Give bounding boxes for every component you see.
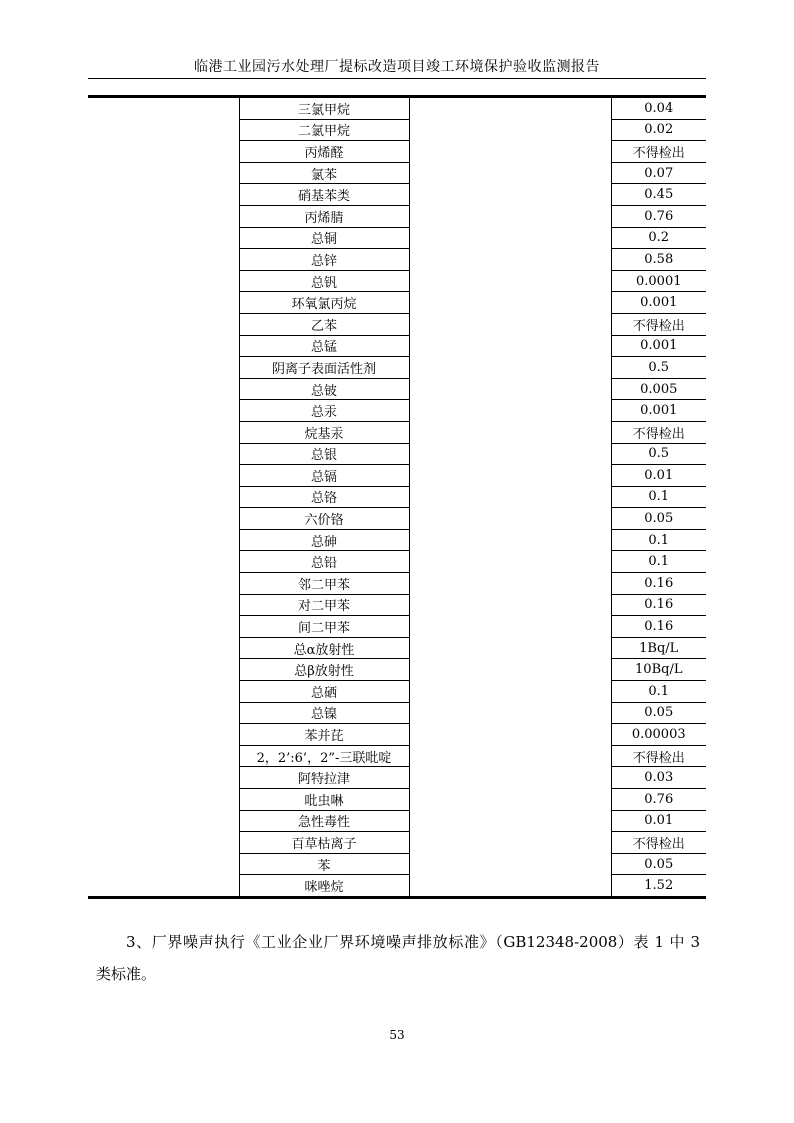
table-row xyxy=(88,119,706,141)
category-cell xyxy=(88,227,239,249)
limit-value-cell: 0.03 xyxy=(611,767,706,789)
page-header: 临港工业园污水处理厂提标改造项目竣工环境保护验收监测报告 xyxy=(194,59,600,75)
pollutant-name-cell: 总铬 xyxy=(239,486,409,508)
category-cell xyxy=(88,313,239,335)
limit-value-cell: 不得检出 xyxy=(611,313,706,335)
pollutant-name-cell: 乙苯 xyxy=(239,313,409,335)
unit-cell xyxy=(409,875,611,898)
pollutant-name-cell: 总汞 xyxy=(239,400,409,422)
pollutant-name-cell: 对二甲苯 xyxy=(239,594,409,616)
category-cell xyxy=(88,443,239,465)
unit-cell xyxy=(409,335,611,357)
unit-cell xyxy=(409,357,611,379)
limit-value-cell: 0.05 xyxy=(611,853,706,875)
table-row xyxy=(88,292,706,314)
pollutant-name-cell: 总硒 xyxy=(239,681,409,703)
category-cell xyxy=(88,508,239,530)
category-cell xyxy=(88,292,239,314)
table-row xyxy=(88,249,706,271)
pollutant-name-cell: 百草枯离子 xyxy=(239,832,409,854)
category-cell xyxy=(88,594,239,616)
unit-cell xyxy=(409,637,611,659)
unit-cell xyxy=(409,810,611,832)
category-cell xyxy=(88,421,239,443)
limit-value-cell: 0.05 xyxy=(611,702,706,724)
unit-cell xyxy=(409,205,611,227)
category-cell xyxy=(88,335,239,357)
category-cell xyxy=(88,875,239,898)
table-row xyxy=(88,573,706,595)
category-cell xyxy=(88,832,239,854)
limit-value-cell: 0.001 xyxy=(611,335,706,357)
pollutant-name-cell: 总锰 xyxy=(239,335,409,357)
limit-value-cell: 0.1 xyxy=(611,681,706,703)
unit-cell xyxy=(409,573,611,595)
unit-cell xyxy=(409,443,611,465)
table-row xyxy=(88,832,706,854)
pollutant-name-cell: 三氯甲烷 xyxy=(239,97,409,120)
unit-cell xyxy=(409,508,611,530)
table-row xyxy=(88,227,706,249)
table-row xyxy=(88,486,706,508)
unit-cell xyxy=(409,313,611,335)
category-cell xyxy=(88,767,239,789)
unit-cell xyxy=(409,270,611,292)
limit-value-cell: 0.1 xyxy=(611,529,706,551)
limit-value-cell: 0.0001 xyxy=(611,270,706,292)
table-row xyxy=(88,594,706,616)
unit-cell xyxy=(409,745,611,767)
limit-value-cell: 0.01 xyxy=(611,465,706,487)
table-row xyxy=(88,853,706,875)
noise-standard-paragraph: 3、厂界噪声执行《工业企业厂界环境噪声排放标准》（GB12348-2008）表 1 中 3 类标准。 xyxy=(96,933,700,983)
limit-value-cell: 0.07 xyxy=(611,162,706,184)
limit-value-cell: 0.76 xyxy=(611,789,706,811)
table-row xyxy=(88,335,706,357)
standards-table-body xyxy=(88,97,706,898)
category-cell xyxy=(88,529,239,551)
pollutant-name-cell: 总铍 xyxy=(239,378,409,400)
limit-value-cell: 0.58 xyxy=(611,249,706,271)
limit-value-cell: 0.05 xyxy=(611,508,706,530)
limit-value-cell: 不得检出 xyxy=(611,141,706,163)
category-cell xyxy=(88,119,239,141)
pollutant-name-cell: 2，2’:6’，2”-三联吡啶 xyxy=(239,745,409,767)
table-row xyxy=(88,551,706,573)
pollutant-name-cell: 环氧氯丙烷 xyxy=(239,292,409,314)
limit-value-cell: 0.76 xyxy=(611,205,706,227)
pollutant-name-cell: 总锌 xyxy=(239,249,409,271)
pollutant-name-cell: 邻二甲苯 xyxy=(239,573,409,595)
category-cell xyxy=(88,249,239,271)
pollutant-name-cell: 总α放射性 xyxy=(239,637,409,659)
unit-cell xyxy=(409,702,611,724)
category-cell xyxy=(88,681,239,703)
limit-value-cell: 0.5 xyxy=(611,443,706,465)
category-cell xyxy=(88,702,239,724)
unit-cell xyxy=(409,853,611,875)
pollutant-name-cell: 阿特拉津 xyxy=(239,767,409,789)
unit-cell xyxy=(409,400,611,422)
table-row xyxy=(88,97,706,120)
table-row xyxy=(88,205,706,227)
table-row xyxy=(88,529,706,551)
limit-value-cell: 10Bq/L xyxy=(611,659,706,681)
standards-table-container xyxy=(88,95,706,899)
limit-value-cell: 0.1 xyxy=(611,551,706,573)
table-row xyxy=(88,724,706,746)
unit-cell xyxy=(409,421,611,443)
unit-cell xyxy=(409,141,611,163)
unit-cell xyxy=(409,832,611,854)
table-row xyxy=(88,875,706,898)
category-cell xyxy=(88,810,239,832)
category-cell xyxy=(88,184,239,206)
table-row xyxy=(88,681,706,703)
table-row xyxy=(88,270,706,292)
unit-cell xyxy=(409,724,611,746)
limit-value-cell: 0.16 xyxy=(611,573,706,595)
table-row xyxy=(88,659,706,681)
pollutant-name-cell: 烷基汞 xyxy=(239,421,409,443)
category-cell xyxy=(88,270,239,292)
unit-cell xyxy=(409,594,611,616)
limit-value-cell: 0.001 xyxy=(611,292,706,314)
table-row xyxy=(88,162,706,184)
category-cell xyxy=(88,357,239,379)
table-row xyxy=(88,357,706,379)
pollutant-name-cell: 苯并芘 xyxy=(239,724,409,746)
pollutant-name-cell: 丙烯醛 xyxy=(239,141,409,163)
table-row xyxy=(88,767,706,789)
category-cell xyxy=(88,789,239,811)
unit-cell xyxy=(409,378,611,400)
table-row xyxy=(88,637,706,659)
unit-cell xyxy=(409,227,611,249)
category-cell xyxy=(88,551,239,573)
category-cell xyxy=(88,141,239,163)
category-cell xyxy=(88,573,239,595)
pollutant-name-cell: 咪唑烷 xyxy=(239,875,409,898)
table-row xyxy=(88,616,706,638)
unit-cell xyxy=(409,767,611,789)
table-row xyxy=(88,508,706,530)
category-cell xyxy=(88,465,239,487)
pollutant-name-cell: 总铅 xyxy=(239,551,409,573)
category-cell xyxy=(88,659,239,681)
limit-value-cell: 0.2 xyxy=(611,227,706,249)
limit-value-cell: 0.16 xyxy=(611,616,706,638)
unit-cell xyxy=(409,789,611,811)
pollutant-name-cell: 间二甲苯 xyxy=(239,616,409,638)
category-cell xyxy=(88,97,239,120)
unit-cell xyxy=(409,659,611,681)
category-cell xyxy=(88,616,239,638)
unit-cell xyxy=(409,249,611,271)
category-cell xyxy=(88,724,239,746)
pollutant-name-cell: 总β放射性 xyxy=(239,659,409,681)
standards-table xyxy=(88,95,706,899)
table-row xyxy=(88,400,706,422)
table-row xyxy=(88,465,706,487)
unit-cell xyxy=(409,465,611,487)
table-row xyxy=(88,810,706,832)
limit-value-cell: 不得检出 xyxy=(611,421,706,443)
limit-value-cell: 1Bq/L xyxy=(611,637,706,659)
pollutant-name-cell: 阴离子表面活性剂 xyxy=(239,357,409,379)
limit-value-cell: 不得检出 xyxy=(611,832,706,854)
pollutant-name-cell: 硝基苯类 xyxy=(239,184,409,206)
pollutant-name-cell: 总砷 xyxy=(239,529,409,551)
unit-cell xyxy=(409,184,611,206)
limit-value-cell: 1.52 xyxy=(611,875,706,898)
unit-cell xyxy=(409,529,611,551)
unit-cell xyxy=(409,119,611,141)
unit-cell xyxy=(409,162,611,184)
table-row xyxy=(88,184,706,206)
limit-value-cell: 0.001 xyxy=(611,400,706,422)
table-row xyxy=(88,421,706,443)
pollutant-name-cell: 总银 xyxy=(239,443,409,465)
limit-value-cell: 0.16 xyxy=(611,594,706,616)
category-cell xyxy=(88,486,239,508)
pollutant-name-cell: 苯 xyxy=(239,853,409,875)
limit-value-cell: 0.00003 xyxy=(611,724,706,746)
limit-value-cell: 0.02 xyxy=(611,119,706,141)
category-cell xyxy=(88,745,239,767)
limit-value-cell: 0.04 xyxy=(611,97,706,120)
category-cell xyxy=(88,378,239,400)
pollutant-name-cell: 氯苯 xyxy=(239,162,409,184)
category-cell xyxy=(88,400,239,422)
pollutant-name-cell: 六价铬 xyxy=(239,508,409,530)
limit-value-cell: 不得检出 xyxy=(611,745,706,767)
header-rule xyxy=(88,78,706,79)
limit-value-cell: 0.1 xyxy=(611,486,706,508)
limit-value-cell: 0.5 xyxy=(611,357,706,379)
limit-value-cell: 0.45 xyxy=(611,184,706,206)
table-row xyxy=(88,745,706,767)
table-row xyxy=(88,789,706,811)
table-row xyxy=(88,702,706,724)
pollutant-name-cell: 总铜 xyxy=(239,227,409,249)
table-row xyxy=(88,141,706,163)
table-row xyxy=(88,443,706,465)
limit-value-cell: 0.01 xyxy=(611,810,706,832)
pollutant-name-cell: 总镍 xyxy=(239,702,409,724)
unit-cell xyxy=(409,486,611,508)
limit-value-cell: 0.005 xyxy=(611,378,706,400)
category-cell xyxy=(88,853,239,875)
pollutant-name-cell: 总钒 xyxy=(239,270,409,292)
page-number: 53 xyxy=(389,1028,405,1042)
table-row xyxy=(88,313,706,335)
unit-cell xyxy=(409,97,611,120)
category-cell xyxy=(88,205,239,227)
unit-cell xyxy=(409,616,611,638)
unit-cell xyxy=(409,292,611,314)
pollutant-name-cell: 急性毒性 xyxy=(239,810,409,832)
table-row xyxy=(88,378,706,400)
unit-cell xyxy=(409,551,611,573)
category-cell xyxy=(88,637,239,659)
pollutant-name-cell: 丙烯腈 xyxy=(239,205,409,227)
unit-cell xyxy=(409,681,611,703)
pollutant-name-cell: 吡虫啉 xyxy=(239,789,409,811)
pollutant-name-cell: 二氯甲烷 xyxy=(239,119,409,141)
pollutant-name-cell: 总镉 xyxy=(239,465,409,487)
category-cell xyxy=(88,162,239,184)
